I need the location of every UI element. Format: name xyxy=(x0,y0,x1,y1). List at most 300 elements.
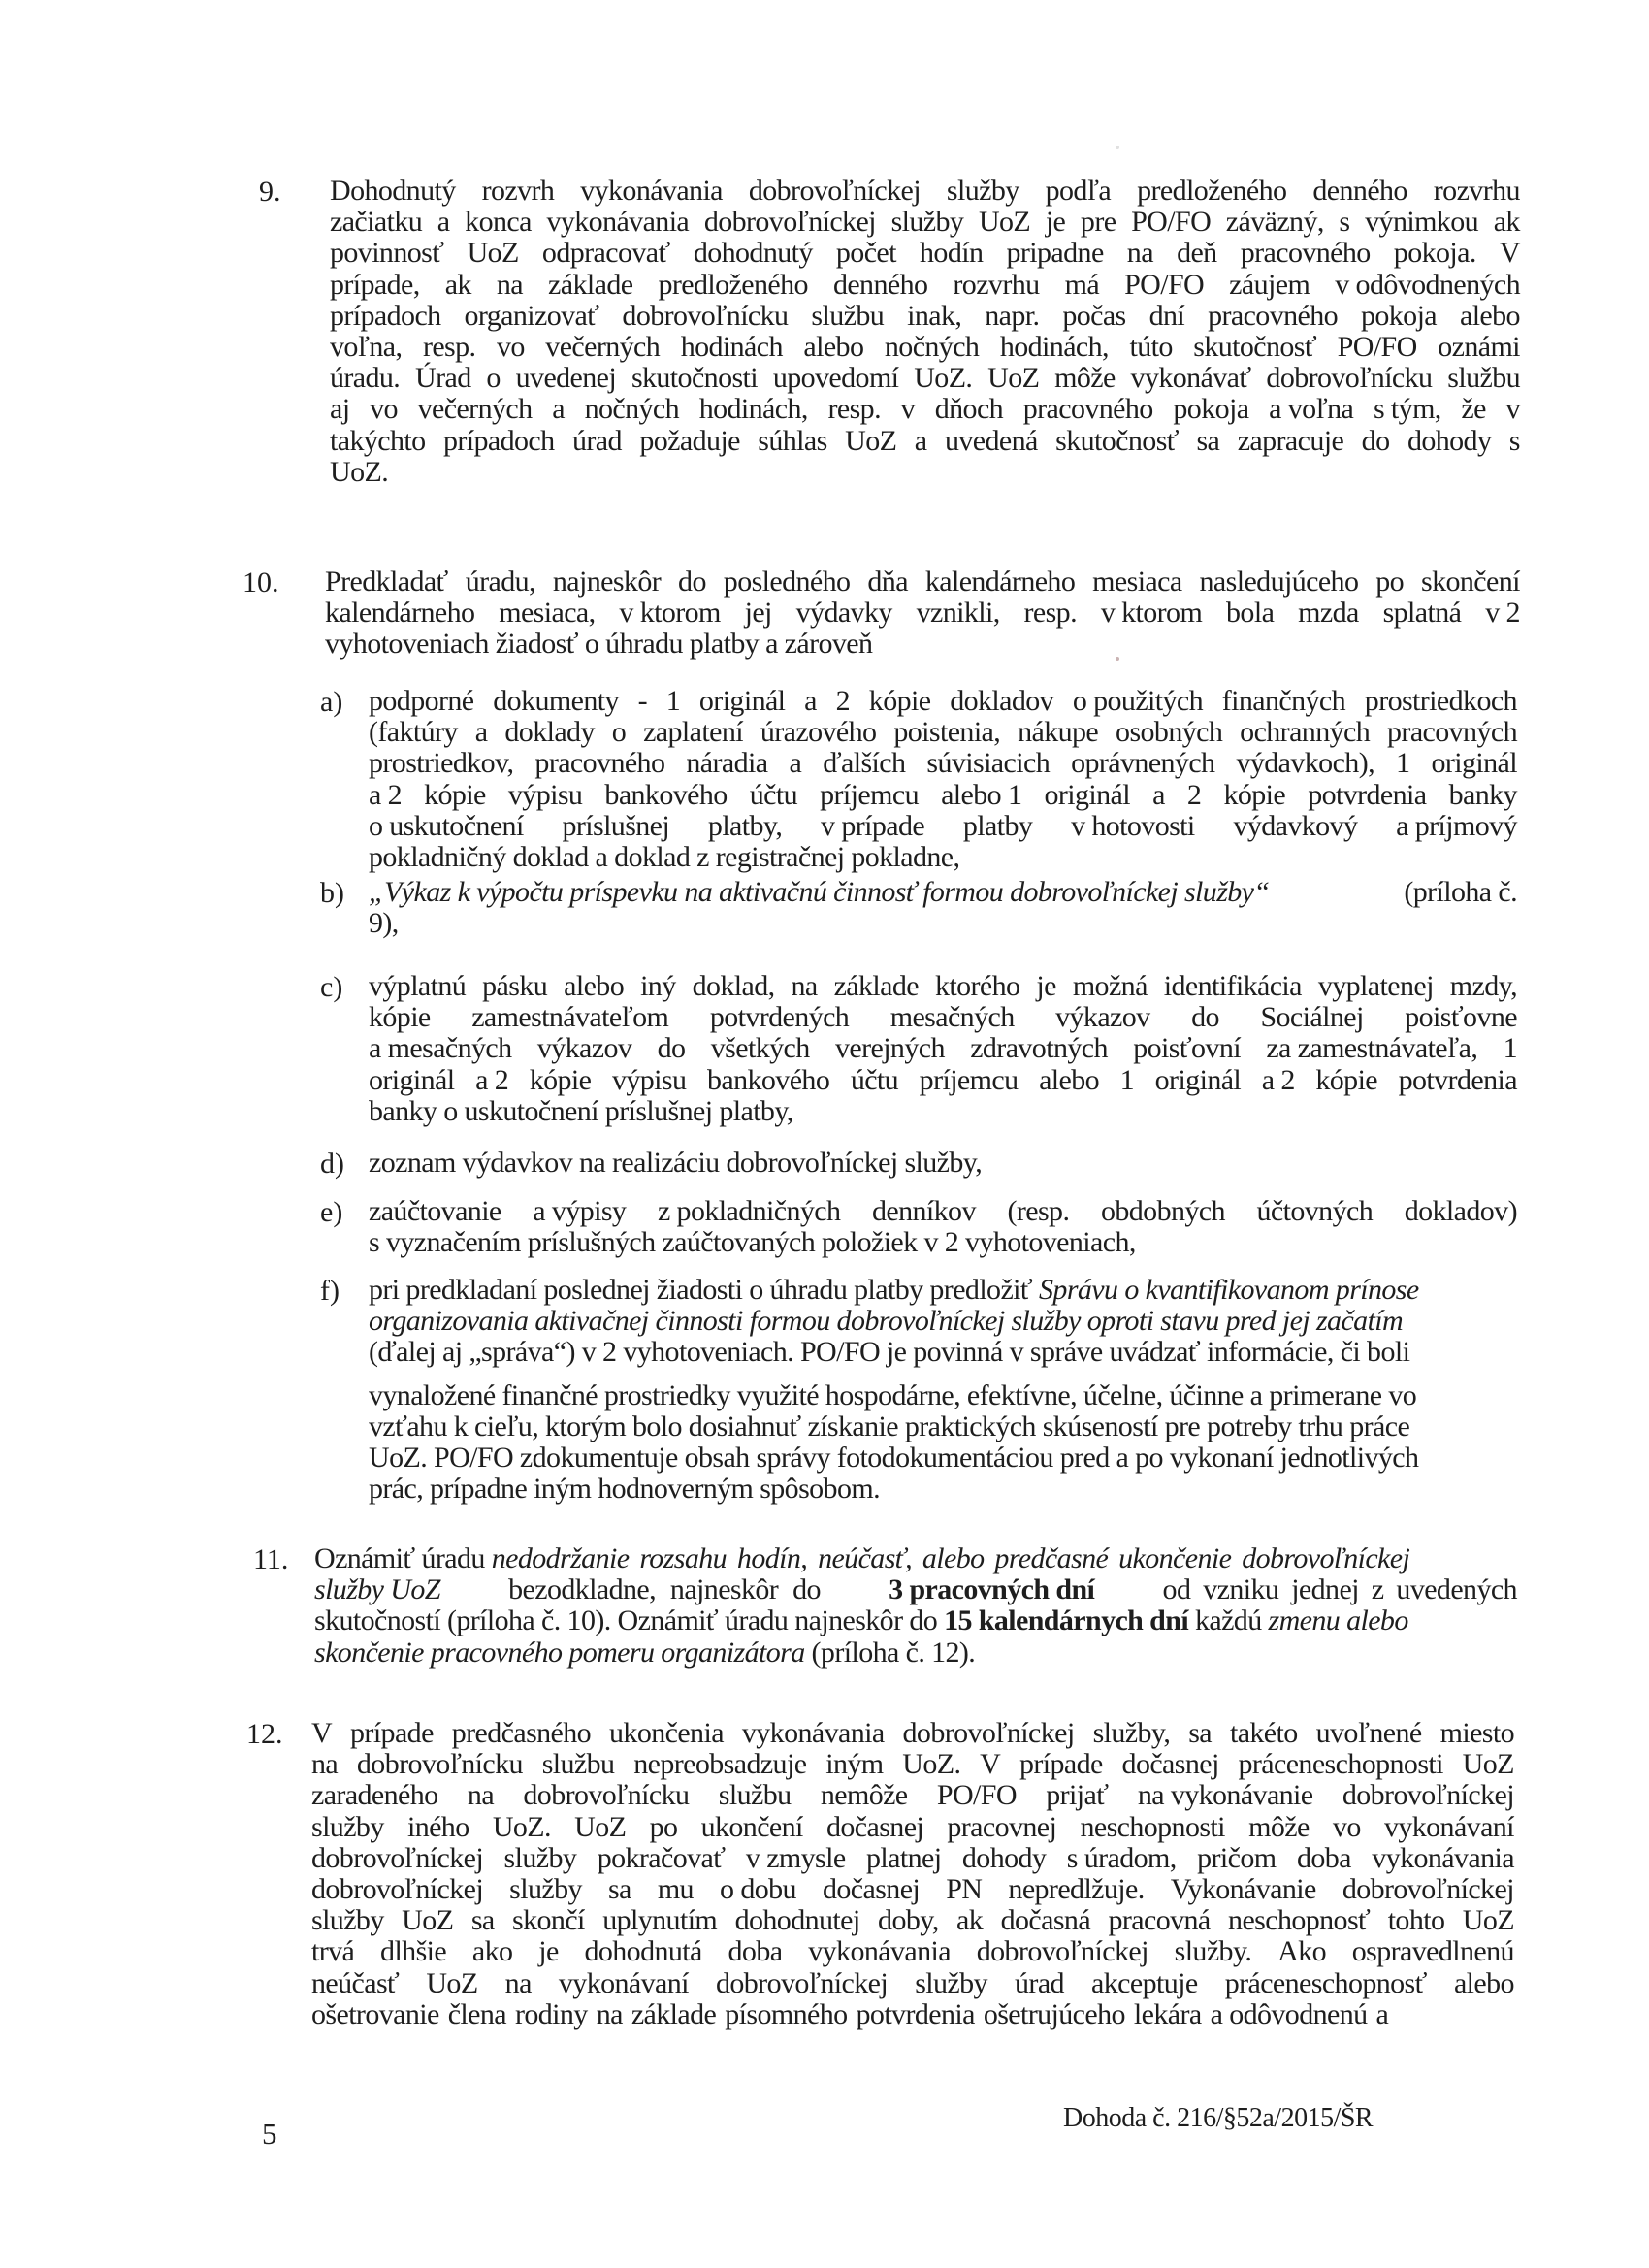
word: pracovného xyxy=(1208,299,1339,332)
word: do xyxy=(678,566,706,598)
word: ošetrujúceho xyxy=(983,1997,1125,2030)
word: v ktorom xyxy=(619,597,721,630)
word: doby, xyxy=(878,1904,939,1937)
word: prípade xyxy=(1019,1748,1103,1781)
page-number: 5 xyxy=(262,2117,277,2151)
text-line xyxy=(311,1905,1514,1936)
word: hodinách, xyxy=(999,330,1109,363)
word: vo xyxy=(496,330,525,363)
word: neúčasť xyxy=(311,1966,400,1999)
word: práceneschopnosti xyxy=(1238,1748,1443,1781)
clause-11-l2-plain2: od vzniku jednej z uvedených xyxy=(1162,1573,1517,1606)
word: v prípade xyxy=(821,809,925,842)
word: mzdy, xyxy=(1449,970,1517,1002)
word: upovedomí xyxy=(772,362,899,395)
word: UoZ. xyxy=(902,1748,961,1781)
word: banky o uskutočnení príslušnej platby, xyxy=(369,1094,793,1127)
word: na xyxy=(496,268,523,301)
word: ak xyxy=(1493,206,1520,239)
word: dobrovoľnícku xyxy=(523,1779,690,1812)
text-line xyxy=(330,207,1520,238)
word: základe xyxy=(833,970,919,1002)
word: a xyxy=(436,206,450,239)
subitem-c xyxy=(320,970,1517,1127)
word: dní xyxy=(1148,299,1185,332)
word: výpisu xyxy=(611,1063,687,1096)
text-line xyxy=(311,1999,1514,2030)
word: obdobných xyxy=(1100,1195,1225,1227)
word: na xyxy=(504,1966,532,1999)
word: a výpisy xyxy=(533,1195,627,1227)
scan-speck xyxy=(1116,146,1119,149)
text-line xyxy=(330,301,1520,332)
word: rozvrh xyxy=(481,175,555,207)
word: vyhotoveniach žiadosť o úhradu platby a zároveň xyxy=(325,628,873,661)
word: s tým, xyxy=(1373,393,1441,426)
clause-10-intro-text xyxy=(325,567,1520,661)
word: dohodnutý xyxy=(693,237,813,270)
word: iným xyxy=(825,1748,884,1781)
word: miesto xyxy=(1439,1717,1514,1749)
word: a mesačných xyxy=(369,1032,512,1065)
word: pokoja. xyxy=(1393,237,1476,270)
word: 1 xyxy=(1396,747,1410,780)
word: identifikácia xyxy=(1163,970,1302,1002)
word: dohodnutej xyxy=(734,1904,860,1937)
word: bankového xyxy=(604,778,728,811)
word: potvrdenia xyxy=(1308,778,1427,811)
clause-11-l4-italic: skončenie pracovného pomeru organizátora xyxy=(314,1636,805,1669)
word: služby. xyxy=(1174,1935,1252,1968)
text-line xyxy=(369,748,1517,779)
word: dohodnutá xyxy=(584,1935,702,1968)
word: služby xyxy=(503,1841,577,1874)
word: príslušnej xyxy=(562,809,670,842)
word: - xyxy=(637,685,647,717)
word: po xyxy=(649,1810,678,1843)
word: súhlas xyxy=(758,424,827,457)
word: a 2 xyxy=(475,1063,509,1096)
text-line xyxy=(330,363,1520,394)
word: dobrovoľníckej xyxy=(976,1935,1148,1968)
word: v odôvodnených xyxy=(1335,268,1520,301)
word: pásku xyxy=(482,970,548,1002)
text-line xyxy=(325,629,1520,660)
text-line xyxy=(369,811,1517,842)
word: poistenia, xyxy=(893,716,1001,749)
word: mzda xyxy=(1298,597,1359,630)
subitem-d xyxy=(320,1147,1517,1180)
word: vyplatenej xyxy=(1317,970,1434,1002)
word: s vyznačením príslušných zaúčtovaných položiek v 2 vyhotoveniach, xyxy=(369,1226,1136,1259)
word: vykonávania xyxy=(546,206,690,239)
word: 2 xyxy=(835,685,851,717)
word: skutočnosť xyxy=(1193,330,1317,363)
word: má xyxy=(1064,268,1100,301)
word: denného xyxy=(832,268,928,301)
word: a xyxy=(1375,1997,1389,2030)
word: pracovného xyxy=(1022,393,1153,426)
text-line xyxy=(311,1812,1514,1843)
word: originál xyxy=(698,685,786,717)
word: účtu xyxy=(749,778,798,811)
word: vo xyxy=(1332,1810,1361,1843)
word: alebo 1 xyxy=(941,778,1022,811)
word: verejných xyxy=(834,1032,945,1065)
word: o xyxy=(486,362,501,395)
clause-11-l1-plain: Oznámiť úradu xyxy=(314,1542,492,1574)
word: odpracovať xyxy=(541,237,670,270)
word: V xyxy=(980,1748,1001,1781)
word: môže xyxy=(1248,1810,1310,1843)
word: UoZ xyxy=(987,362,1040,395)
word: doba xyxy=(1296,1841,1351,1874)
word: služby, xyxy=(1092,1717,1171,1749)
word: UoZ. xyxy=(914,362,973,395)
clause-9 xyxy=(259,175,1520,488)
word: práceneschopnosť xyxy=(1224,1966,1427,1999)
word: (resp. xyxy=(1007,1195,1070,1227)
word: počet xyxy=(835,237,896,270)
word: nepredlžuje. xyxy=(1008,1872,1145,1905)
clause-12-text xyxy=(311,1718,1514,2030)
word: úradu, xyxy=(465,566,535,598)
word: UoZ xyxy=(978,206,1031,239)
text-line xyxy=(311,1874,1514,1905)
clause-11-l4-plain: (príloha č. 12). xyxy=(804,1636,976,1669)
word: v xyxy=(900,393,916,426)
word: pokračovať xyxy=(597,1841,726,1874)
word: dobrovoľníckej xyxy=(1342,1779,1514,1812)
subitem-letter: b) xyxy=(320,877,344,909)
word: UoZ xyxy=(1462,1904,1514,1937)
subitem-f-line5: vzťahu k cieľu, ktorým bolo dosiahnuť získanie praktických skúseností pre potreby trhu práce xyxy=(369,1409,1410,1442)
word: platby xyxy=(962,809,1033,842)
subitem-letter: d) xyxy=(320,1148,344,1180)
text-line xyxy=(311,1843,1514,1874)
word: záväzný, xyxy=(1225,206,1324,239)
word: dobrovoľníckej xyxy=(715,1966,889,1999)
word: PO/FO xyxy=(1337,330,1417,363)
word: a 2 xyxy=(369,778,403,811)
word: takýchto xyxy=(330,424,426,457)
text-line xyxy=(369,717,1517,748)
word: 1 xyxy=(1119,1063,1135,1096)
word: konca xyxy=(465,206,532,239)
word: originál xyxy=(1431,747,1517,780)
word: dňa xyxy=(867,566,908,598)
word: o použitých xyxy=(1072,685,1204,717)
word: skončení xyxy=(1421,566,1520,598)
word: kópie xyxy=(369,1001,431,1034)
word: v hotovosti xyxy=(1071,809,1195,842)
word: vznikli, xyxy=(916,597,1000,630)
word: výnimkou xyxy=(1365,206,1479,239)
word: originál xyxy=(1154,1063,1242,1096)
agreement-reference: Dohoda č. 216/§52a/2015/ŠR xyxy=(1063,2103,1374,2133)
word: a xyxy=(789,747,802,780)
word: UoZ xyxy=(467,237,519,270)
word: dokladov xyxy=(950,685,1054,717)
word: služby xyxy=(890,206,964,239)
word: dokumenty xyxy=(493,685,619,717)
word: splatná xyxy=(1382,597,1462,630)
word: službu xyxy=(1447,362,1520,395)
word: originál xyxy=(369,1063,455,1096)
word: dobrovoľníckej xyxy=(1342,1872,1514,1905)
word: PO/FO xyxy=(936,1779,1017,1812)
word: v xyxy=(1505,393,1520,426)
word: iný xyxy=(640,970,676,1002)
word: zaúčtovanie xyxy=(369,1195,501,1227)
word: vykonávania xyxy=(808,1935,951,1968)
word: výdavkoch), xyxy=(1236,747,1374,780)
word: služby xyxy=(946,175,1019,207)
word: s úradom, xyxy=(1066,1841,1177,1874)
clause-11-l3-plain: skutočností (príloha č. 10). Oznámiť úradu najneskôr do xyxy=(314,1604,945,1637)
text-line xyxy=(369,1065,1517,1096)
text-line xyxy=(369,1033,1517,1064)
word: s xyxy=(1339,206,1350,239)
word: podľa xyxy=(1045,175,1112,207)
word: ako xyxy=(471,1935,513,1968)
word: písomného xyxy=(725,1997,848,2030)
text-line xyxy=(369,780,1517,811)
word: v 2 xyxy=(1485,597,1520,630)
word: príjemcu xyxy=(919,1063,1018,1096)
word: alebo xyxy=(1039,1063,1100,1096)
word: alebo xyxy=(1459,299,1520,332)
word: PN xyxy=(946,1872,983,1905)
word: hodinách xyxy=(680,330,783,363)
clause-12 xyxy=(246,1717,1520,2030)
word: do xyxy=(657,1032,686,1065)
word: nákupe xyxy=(1018,716,1099,749)
word: a xyxy=(914,424,927,457)
word: lekára xyxy=(1133,1997,1202,2030)
text-line xyxy=(369,1096,1517,1127)
word: deň xyxy=(1177,237,1217,270)
word: záujem xyxy=(1229,268,1310,301)
word: požaduje xyxy=(639,424,740,457)
word: o xyxy=(611,716,627,749)
word: vo xyxy=(370,393,398,426)
word: zaplatení xyxy=(643,716,743,749)
word: 1 xyxy=(665,685,681,717)
word: po xyxy=(1375,566,1405,598)
word: doklad, xyxy=(692,970,775,1002)
word: prípade xyxy=(350,1717,434,1749)
text-line xyxy=(311,1749,1514,1780)
word: dobrovoľnícku xyxy=(356,1748,523,1781)
word: je xyxy=(1045,206,1066,239)
word: kalendárneho xyxy=(924,566,1076,598)
text-line xyxy=(330,238,1520,269)
clause-11-l2-italic: služby UoZ xyxy=(314,1573,440,1606)
word: ukončení xyxy=(700,1810,803,1843)
word: uvedenej xyxy=(515,362,617,395)
word: poisťovne xyxy=(1405,1001,1517,1034)
word: rozvrhu xyxy=(953,268,1040,301)
word: PO/FO xyxy=(1131,206,1212,239)
word: služby xyxy=(311,1904,384,1937)
word: Úrad xyxy=(415,362,471,395)
word: s xyxy=(1508,424,1520,457)
word: prostriedkoch xyxy=(1364,685,1517,717)
word: a príjmový xyxy=(1396,809,1517,842)
word: vykonávať xyxy=(1130,362,1251,395)
word: alebo xyxy=(1453,1966,1514,1999)
word: rozvrhu xyxy=(1433,175,1520,207)
report-title: Správu o kvantifikovanom prínose xyxy=(1039,1274,1419,1306)
word: sa xyxy=(470,1904,495,1937)
clause-number: 12. xyxy=(246,1718,283,1750)
word: nemôže xyxy=(820,1779,908,1812)
word: takéto xyxy=(1229,1717,1298,1749)
word: kópie xyxy=(1223,778,1286,811)
word: a xyxy=(474,716,488,749)
word: dňoch xyxy=(934,393,1004,426)
word: na xyxy=(467,1779,495,1812)
word: na xyxy=(596,1997,623,2030)
word: platnej xyxy=(866,1841,942,1874)
word: najneskôr xyxy=(552,566,662,598)
word: do xyxy=(1361,424,1390,457)
word: finančných xyxy=(1221,685,1346,717)
word: resp. xyxy=(422,330,476,363)
word: potvrdených xyxy=(709,1001,850,1034)
subitem-e xyxy=(320,1195,1517,1259)
word: možná xyxy=(1072,970,1148,1002)
annex-reference: (príloha č. xyxy=(1404,876,1517,908)
word: úrad xyxy=(1015,1966,1064,1999)
word: dobrovoľnícku xyxy=(1266,362,1433,395)
subitem-f-text xyxy=(369,1275,1517,1505)
word: vykonávaní xyxy=(558,1966,689,1999)
annex-title: „Výkaz k výpočtu príspevku na aktivačnú činnosť formou dobrovoľníckej služby“ xyxy=(369,876,1270,908)
text-line xyxy=(325,598,1520,629)
word: uvedená xyxy=(944,424,1038,457)
word: výpisu xyxy=(507,778,583,811)
word: ktorého xyxy=(934,970,1020,1002)
word: počas xyxy=(1062,299,1126,332)
word: dočasnej xyxy=(822,1872,921,1905)
word: posledného xyxy=(723,566,851,598)
text-line xyxy=(330,332,1520,363)
text-line xyxy=(330,270,1520,301)
word: ochranných xyxy=(1240,716,1371,749)
text-line xyxy=(369,1002,1517,1033)
word: (faktúry xyxy=(369,716,458,749)
word: pracovného xyxy=(1240,237,1371,270)
word: prípadoch xyxy=(442,424,555,457)
word: služby xyxy=(311,1810,384,1843)
word: služby xyxy=(915,1966,987,1999)
word: predloženého xyxy=(1137,175,1287,207)
text-line xyxy=(330,426,1520,457)
word: na xyxy=(311,1748,339,1781)
word: originál xyxy=(1044,778,1130,811)
word: z pokladničných xyxy=(657,1195,841,1227)
word: vykonávania xyxy=(580,175,723,207)
text-line xyxy=(311,1780,1514,1811)
word: ukončenia xyxy=(609,1717,724,1749)
subitem-f-line1-plain: pri predkladaní poslednej žiadosti o úhradu platby predložiť xyxy=(369,1274,1040,1306)
word: bola xyxy=(1226,597,1275,630)
word: osobných xyxy=(1116,716,1223,749)
text-line xyxy=(369,1196,1517,1227)
subitem-letter: c) xyxy=(320,971,343,1003)
word: ošetrovanie xyxy=(311,1997,439,2030)
text-line xyxy=(330,394,1520,425)
word: základe xyxy=(630,1997,717,2030)
word: podporné xyxy=(369,685,474,717)
word: môže xyxy=(1054,362,1116,395)
word: za zamestnávateľa, xyxy=(1266,1032,1478,1065)
word: základe xyxy=(548,268,633,301)
word: inak, xyxy=(907,299,962,332)
subitem-e-text xyxy=(369,1196,1517,1258)
word: trvá xyxy=(311,1935,355,1968)
word: sa xyxy=(607,1872,631,1905)
word: dobrovoľnícku xyxy=(622,299,789,332)
word: Predkladať xyxy=(325,566,448,598)
clause-11-text xyxy=(314,1543,1517,1669)
word: pripadne xyxy=(1006,237,1104,270)
word: na vykonávanie xyxy=(1137,1779,1313,1812)
clause-11-l1-italic: nedodržanie rozsahu hodín, neúčasť, alebo predčasné ukončenie dobrovoľníckej xyxy=(491,1542,1410,1574)
word: UoZ xyxy=(1462,1748,1514,1781)
word: prípadoch xyxy=(330,299,441,332)
subitem-b xyxy=(320,876,1517,940)
word: dobrovoľníckej xyxy=(311,1872,484,1905)
word: UoZ xyxy=(426,1966,478,1999)
word: nasledujúceho xyxy=(1199,566,1359,598)
word: vykonávaní xyxy=(1383,1810,1514,1843)
subitem-b-text xyxy=(369,877,1517,939)
word: v zmysle xyxy=(745,1841,846,1874)
subitem-d-line: zoznam výdavkov na realizáciu dobrovoľníckej služby, xyxy=(369,1147,983,1179)
word: resp. xyxy=(1023,597,1077,630)
word: pracovná xyxy=(1108,1904,1211,1937)
annex-number: 9), xyxy=(369,907,399,940)
word: oprávnených xyxy=(1071,747,1215,780)
word: potvrdenia xyxy=(856,1997,975,2030)
text-line xyxy=(330,176,1520,207)
word: pokladničný doklad a doklad z registračnej pokladne, xyxy=(369,840,960,873)
word: nočných xyxy=(884,330,980,363)
word: dobrovoľníckej xyxy=(748,175,921,207)
word: výkazov xyxy=(536,1032,632,1065)
word: platby, xyxy=(707,809,783,842)
word: ospravedlnenú xyxy=(1351,1935,1514,1968)
word: tohto xyxy=(1387,1904,1445,1937)
word: člena xyxy=(447,1997,506,2030)
word: UoZ xyxy=(845,424,897,457)
word: akceptuje xyxy=(1091,1966,1198,1999)
word: kópie xyxy=(1315,1063,1378,1096)
word: voľna, xyxy=(330,330,403,363)
word: V xyxy=(1499,237,1520,270)
word: výkazov xyxy=(1055,1001,1150,1034)
word: kópie xyxy=(868,685,931,717)
text-line xyxy=(330,457,1520,488)
word: kalendárneho xyxy=(325,597,475,630)
clause-11-l3-italic: zmenu alebo xyxy=(1268,1604,1408,1637)
word: poisťovní xyxy=(1133,1032,1241,1065)
word: predčasného xyxy=(451,1717,592,1749)
word: banky xyxy=(1448,778,1517,811)
